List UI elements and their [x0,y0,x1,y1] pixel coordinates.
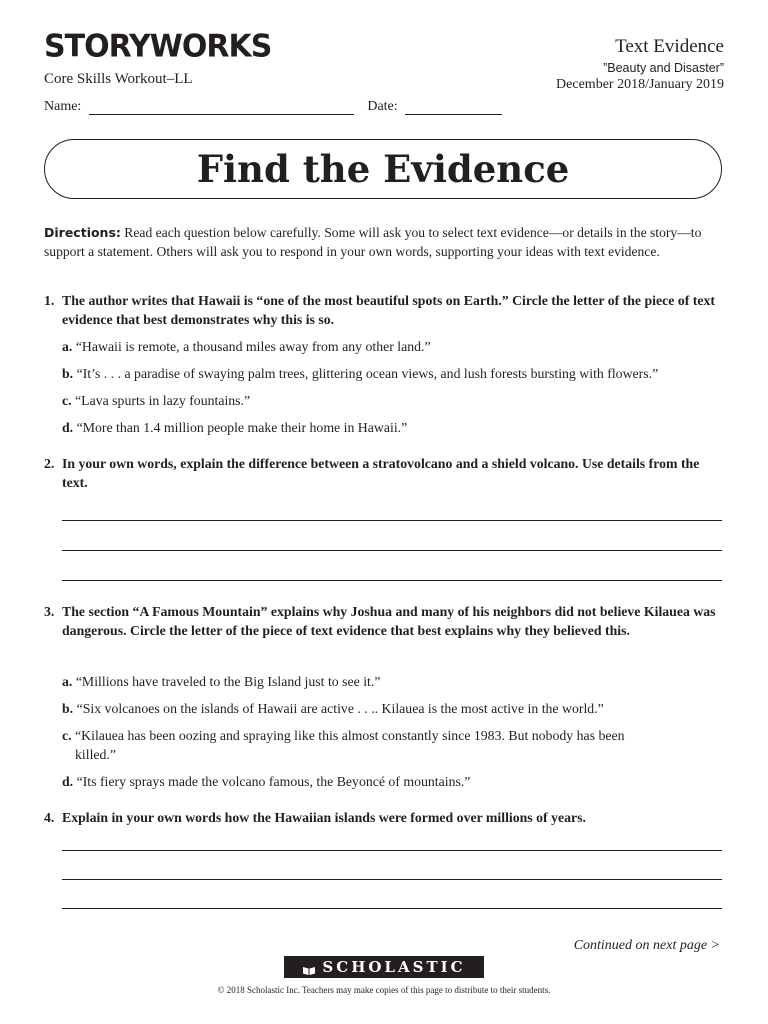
question-4 [44,808,724,827]
option-letter: d. [62,774,74,789]
storyworks-logo [44,28,271,64]
question-text: Explain in your own words how the Hawaiian islands were formed over millions of years. [62,810,586,825]
continued-note: Continued on next page > [573,938,720,953]
option-letter: b. [62,366,74,381]
answer-line[interactable] [62,908,722,909]
date-field[interactable] [405,100,502,115]
book-icon [302,962,316,973]
issue-date: December 2018/January 2019 [556,77,724,92]
title-banner [44,139,722,199]
option-3c[interactable] [62,726,722,764]
option-3a[interactable] [62,672,722,691]
option-text: “Its fiery sprays made the volcano famous, the Beyoncé of mountains.” [76,774,471,789]
option-text: “Six volcanoes on the islands of Hawaii are active . . .. Kilauea is the most active in the world.” [76,701,604,716]
date-label: Date: [367,99,398,114]
directions-text: Read each question below carefully. Some will ask you to select text evidence—or details in the story—to support a statement. Others will ask you to respond in your own words, supporting your ideas with text evidence. [44,225,702,259]
story-title: ”Beauty and Disaster” [603,61,724,75]
option-letter: a. [62,339,73,354]
name-field[interactable] [89,100,354,115]
copyright: © 2018 Scholastic Inc. Teachers may make copies of this page to distribute to their students. [217,985,551,995]
option-text-cont: killed.” [75,747,116,762]
option-3d[interactable] [62,772,722,791]
option-1c[interactable] [62,391,722,410]
header-info [556,36,724,93]
answer-line[interactable] [62,850,722,851]
scholastic-logo [284,956,484,978]
answer-line[interactable] [62,550,722,551]
option-text: “Lava spurts in lazy fountains.” [75,393,251,408]
question-text: The section “A Famous Mountain” explains why Joshua and many of his neighbors did not believe Kilauea was dangerous. Circle the letter of the piece of text evidence that best explains why they believed this. [62,604,716,638]
option-1d[interactable] [62,418,722,437]
answer-line[interactable] [62,580,722,581]
option-text: “Hawaii is remote, a thousand miles away from any other land.” [75,339,431,354]
option-1b[interactable] [62,364,722,383]
option-text: “Kilauea has been oozing and spraying like this almost constantly since 1983. But nobody has been [75,728,625,743]
question-2 [44,454,724,492]
option-text: “More than 1.4 million people make their home in Hawaii.” [76,420,408,435]
option-letter: b. [62,701,74,716]
answer-line[interactable] [62,520,722,521]
option-letter: c. [62,728,72,743]
option-letter: c. [62,393,72,408]
publisher-name: SCHOLASTIC [322,958,466,976]
question-3 [44,602,724,640]
directions [44,224,724,261]
option-letter: d. [62,420,74,435]
option-text: “Millions have traveled to the Big Island just to see it.” [75,674,381,689]
option-3b[interactable] [62,699,722,718]
directions-label: Directions: [44,225,121,240]
question-number: 2. [44,456,55,471]
option-letter: a. [62,674,73,689]
name-date-row [44,99,502,115]
question-1 [44,291,724,329]
name-label: Name: [44,99,82,114]
subtitle: Core Skills Workout–LL [44,71,193,87]
question-number: 4. [44,810,55,825]
question-number: 3. [44,604,55,619]
question-number: 1. [44,293,55,308]
option-text: “It’s . . . a paradise of swaying palm trees, glittering ocean views, and lush forests bursting with flowers.” [76,366,659,381]
option-1a[interactable] [62,337,722,356]
skill-title: Text Evidence [615,36,724,57]
question-text: In your own words, explain the difference between a stratovolcano and a shield volcano. Use details from the text. [62,456,700,490]
answer-line[interactable] [62,879,722,880]
question-text: The author writes that Hawaii is “one of the most beautiful spots on Earth.” Circle the letter of the piece of text evidence that best demonstrates why this is so. [62,293,715,327]
logo-text: STORYWORKS [44,28,272,65]
page-title: Find the Evidence [196,147,570,191]
